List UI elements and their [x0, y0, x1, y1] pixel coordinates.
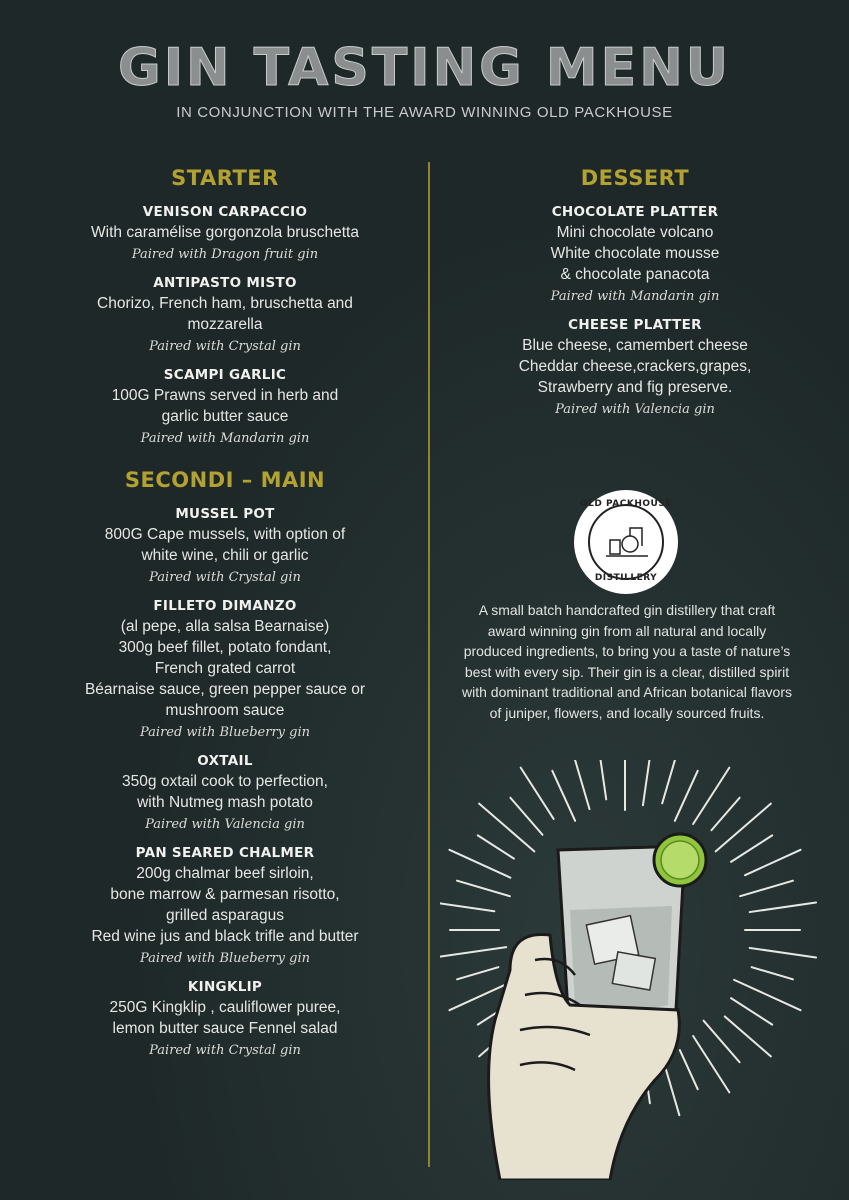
dish-name: CHEESE PLATTER — [568, 317, 702, 333]
dish-description: 100G Prawns served in herb and garlic butter sauce — [111, 387, 339, 425]
distillery-description: A small batch handcrafted gin distillery that craft award winning gin from all natural and locally produced ingredients, to bring you a taste of nature’s best with every sip. Their gin is a clear, distilled spirit with dominant traditional and African botanical flavors of juniper, flowers, and locally sourced fruits. — [462, 602, 792, 721]
sunburst-ray — [731, 835, 772, 861]
dish-name: OXTAIL — [197, 753, 253, 769]
dish-item — [40, 979, 410, 1058]
sunburst-ray — [440, 947, 506, 957]
dish-description: (al pepe, alla salsa Bearnaise) 300g beef fillet, potato fondant, French grated carrot Béarnaise sauce, green pepper sauce or mushroom sauce — [84, 618, 366, 719]
dish-item — [40, 204, 410, 262]
dish-pairing: Paired with Blueberry gin — [140, 725, 310, 740]
dish-name: ANTIPASTO MISTO — [153, 275, 297, 291]
dish-name: SCAMPI GARLIC — [163, 367, 287, 383]
still-icon — [588, 504, 664, 580]
sunburst-ray — [711, 798, 739, 830]
dish-name: PAN SEARED CHALMER — [135, 845, 315, 861]
dish-item — [40, 753, 410, 832]
section-title-main: SECONDI – MAIN — [124, 468, 326, 492]
dish-description: Chorizo, French ham, bruschetta and mozzarella — [97, 295, 353, 333]
sunburst-ray — [457, 881, 510, 896]
dish-item — [450, 317, 820, 417]
left-column — [40, 166, 410, 1071]
page-subtitle: IN CONJUNCTION WITH THE AWARD WINNING OLD PACKHOUSE — [176, 104, 673, 121]
distillery-logo — [574, 490, 678, 594]
sunburst-ray — [552, 771, 575, 821]
sunburst-ray — [731, 998, 772, 1024]
dish-description: With caramélise gorgonzola bruschetta — [91, 224, 359, 241]
dish-description: 250G Kingklip , cauliflower puree, lemon butter sauce Fennel salad — [109, 999, 341, 1037]
logo-text-top: OLD PACKHOUSE — [580, 499, 672, 509]
column-divider — [428, 162, 430, 1167]
sunburst-ray — [716, 804, 771, 852]
dish-pairing: Paired with Crystal gin — [149, 1043, 301, 1058]
sunburst-ray — [440, 903, 494, 912]
sunburst-ray — [600, 760, 606, 799]
right-column — [450, 166, 820, 430]
dish-name: CHOCOLATE PLATTER — [551, 204, 719, 220]
sunburst-ray — [643, 760, 650, 805]
dish-description: 800G Cape mussels, with option of white wine, chili or garlic — [104, 526, 346, 564]
dish-pairing: Paired with Blueberry gin — [140, 951, 310, 966]
dish-item — [40, 367, 410, 446]
sunburst-ray — [704, 1021, 740, 1063]
sunburst-ray — [457, 967, 498, 979]
sunburst-ray — [750, 903, 816, 913]
dish-name: VENISON CARPACCIO — [142, 204, 308, 220]
dish-description: Blue cheese, camembert cheese Cheddar cheese,crackers,grapes, Strawberry and fig preserve. — [518, 337, 752, 396]
hand-holding-gin-glass-icon — [440, 760, 840, 1180]
sunburst-ray — [745, 850, 800, 875]
sunburst-ray — [750, 948, 816, 958]
page-title: GIN TASTING MENU — [118, 38, 731, 98]
sunburst-ray — [680, 1050, 698, 1089]
dish-pairing: Paired with Valencia gin — [555, 402, 715, 417]
dish-pairing: Paired with Valencia gin — [145, 817, 305, 832]
dish-pairing: Paired with Mandarin gin — [140, 431, 310, 446]
dish-name: MUSSEL POT — [175, 506, 275, 522]
dish-item — [450, 204, 820, 304]
sunburst-ray — [479, 804, 534, 852]
dish-name: KINGKLIP — [187, 979, 263, 995]
dish-pairing: Paired with Mandarin gin — [550, 289, 720, 304]
sunburst-ray — [725, 1016, 771, 1056]
dish-item — [40, 598, 410, 740]
sunburst-ray — [521, 768, 554, 819]
dish-item — [40, 275, 410, 354]
dish-description: Mini chocolate volcano White chocolate mousse & chocolate panacota — [550, 224, 720, 283]
sunburst-ray — [510, 798, 542, 835]
section-title-dessert: DESSERT — [580, 166, 690, 190]
dish-item — [40, 845, 410, 966]
sunburst-ray — [752, 967, 793, 979]
sunburst-ray — [740, 881, 793, 896]
dish-item — [40, 506, 410, 585]
dish-description: 200g chalmar beef sirloin, bone marrow & parmesan risotto, grilled asparagus Red wine jus and black trifle and butter — [91, 865, 359, 945]
logo-text-bottom: DISTILLERY — [594, 573, 658, 583]
sunburst-ray — [449, 850, 510, 878]
sunburst-ray — [478, 835, 514, 858]
dish-pairing: Paired with Crystal gin — [149, 339, 301, 354]
sunburst-ray — [675, 771, 698, 821]
dish-description: 350g oxtail cook to perfection, with Nutmeg mash potato — [122, 773, 328, 811]
dish-pairing: Paired with Dragon fruit gin — [131, 247, 319, 262]
dish-name: FILLETO DIMANZO — [153, 598, 297, 614]
sunburst-ray — [571, 760, 590, 809]
dish-pairing: Paired with Crystal gin — [149, 570, 301, 585]
section-title-starter: STARTER — [171, 166, 279, 190]
sunburst-ray — [662, 760, 679, 803]
